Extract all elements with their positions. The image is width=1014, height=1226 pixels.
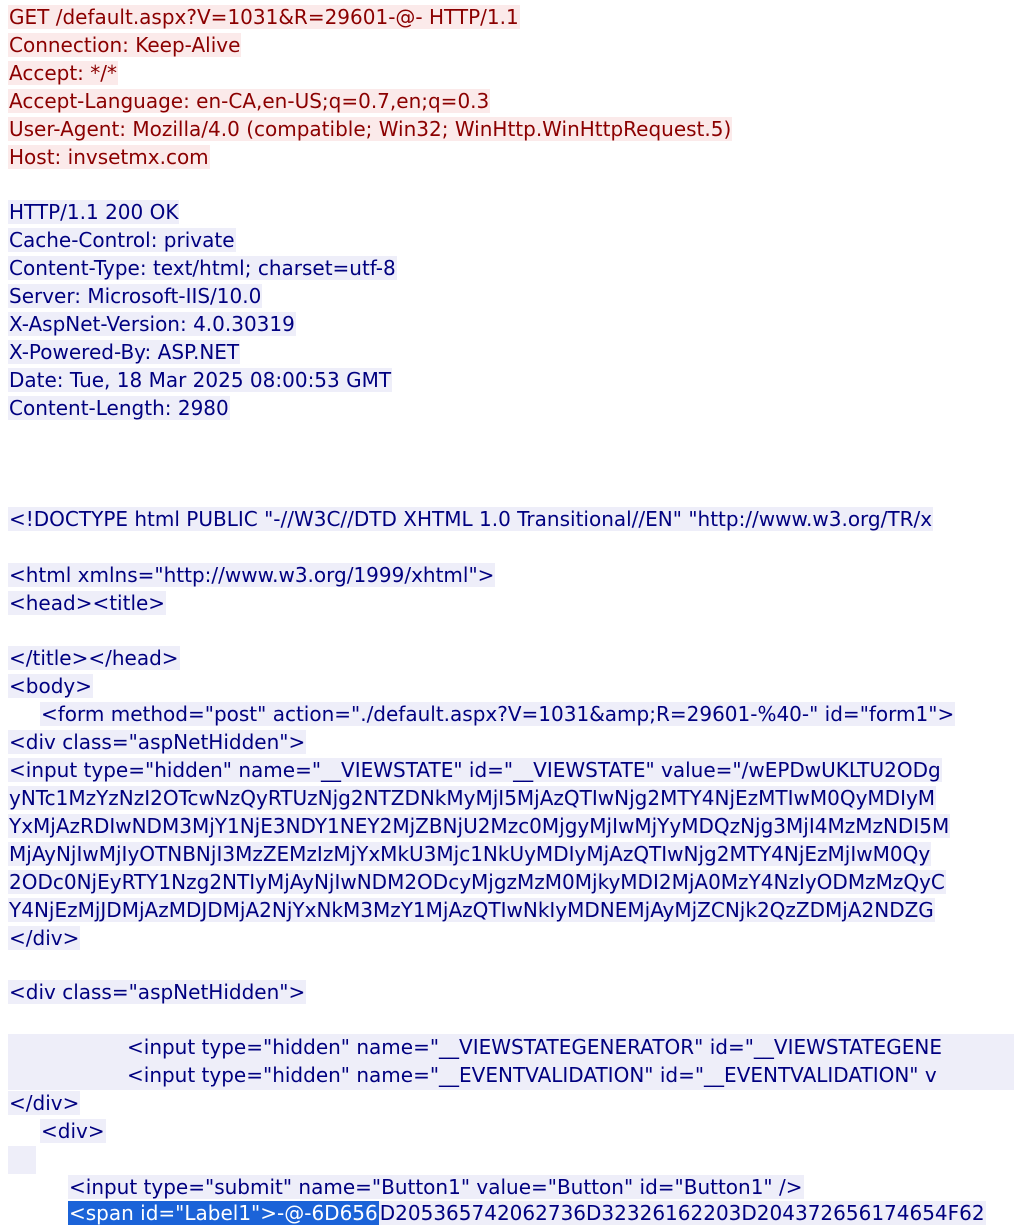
request-header (8, 88, 490, 114)
response-header (8, 311, 296, 337)
request-line (8, 4, 520, 30)
body-line-text: YxMjAzRDIwNDM3MjY1NjE3NDY1NEY2MjZBNjU2Mzc0MjgyMjIwMjYyMDQzNjg3MjI4MzMzNDI5M (9, 814, 950, 838)
body-viewstate-data-line (8, 897, 935, 923)
body-eventvalidation-line (126, 1062, 938, 1088)
request-header (8, 116, 732, 142)
body-div-line (8, 729, 306, 755)
request-header (8, 144, 210, 170)
response-header (8, 395, 230, 421)
body-line-text: <form method="post" action="./default.aspx?V=1031&amp;R=29601-%40-" id="form1"> (41, 702, 955, 726)
body-form-line (40, 701, 955, 727)
request-header-text: Host: invsetmx.com (9, 145, 209, 169)
body-line-text: D205365742062736D3232616220​3D204372656174654F62 (379, 1201, 985, 1225)
body-html-line (8, 562, 495, 588)
response-header-text: Content-Type: text/html; charset=utf-8 (9, 256, 396, 280)
request-header-text: Connection: Keep-Alive (9, 33, 241, 57)
body-div-close-line (8, 1090, 80, 1116)
selected-text[interactable]: <span id="Label1">-@-6D656 (69, 1201, 378, 1225)
body-line-text: <div class="aspNetHidden"> (9, 980, 306, 1004)
body-viewstate-data-line (8, 785, 936, 811)
body-span-line[interactable] (68, 1200, 986, 1226)
body-div-line (40, 1118, 106, 1144)
body-line-text: MjAyNjIwMjIyOTNBNjI3MzZEMzIzMjYxMkU3Mjc1NkUyMDIyMjAzQTIwNjg2MTY4NjEzMjIwM0Qy (9, 842, 931, 866)
body-line-text: <div> (41, 1119, 105, 1143)
whitespace-highlight (8, 1146, 36, 1174)
response-status-line (8, 199, 179, 225)
response-header-text: Server: Microsoft-IIS/10.0 (9, 284, 262, 308)
body-line-text: <html xmlns="http://www.w3.org/1999/xhtml"> (9, 563, 495, 587)
response-header-text: Date: Tue, 18 Mar 2025 08:00:53 GMT (9, 368, 392, 392)
body-title-close-line (8, 645, 180, 671)
body-viewstate-data-line (8, 869, 946, 895)
body-line-text: <body> (9, 674, 92, 698)
body-line-text: yNTc1MzYzNzI2OTcwNzQyRTUzNjg2NTZDNkMyMjI5MjAzQTIwNjg2MTY4NjEzMTIwM0QyMDIyM (9, 786, 936, 810)
body-line-text: Y4NjEzMjJDMjAzMDJDMjA2NjYxNkM3MzY1MjAzQTIwNkIyMDNEMjAyMjZCNjk2QzZDMjA2NDZG (9, 898, 934, 922)
body-line-text: <input type="hidden" name="__EVENTVALIDATION" id="__EVENTVALIDATION" v (127, 1063, 937, 1087)
response-header (8, 227, 236, 253)
body-line-text: <input type="submit" name="Button1" value="Button" id="Button1" /> (69, 1175, 803, 1199)
request-header (8, 32, 241, 58)
body-viewstate-data-line (8, 813, 950, 839)
request-header-text: Accept: */* (9, 61, 117, 85)
body-line-text: </div> (9, 926, 80, 950)
body-head-line (8, 590, 166, 616)
body-viewstategen-line (126, 1034, 943, 1060)
body-line-text: </title></head> (9, 646, 179, 670)
response-header (8, 367, 392, 393)
body-line-text: <head><title> (9, 591, 166, 615)
response-header-text: X-Powered-By: ASP.NET (9, 340, 240, 364)
body-doctype-line (8, 506, 933, 532)
response-header-text: Content-Length: 2980 (9, 396, 229, 420)
body-div-line (8, 979, 306, 1005)
body-line-text: 2ODc0NjEyRTY1Nzg2NTIyMjAyNjIwNDM2ODcyMjgzMzM0MjkyMDI2MjA0MzY4NzIyODMzMzQyC (9, 870, 945, 894)
body-viewstate-line (8, 757, 942, 783)
request-header (8, 60, 118, 86)
body-tag-line (8, 673, 93, 699)
request-line-text: GET /default.aspx?V=1031&R=29601-@- HTTP/1.1 (9, 5, 519, 29)
request-header-text: Accept-Language: en-CA,en-US;q=0.7,en;q=0.3 (9, 89, 490, 113)
body-line-text: <input type="hidden" name="__VIEWSTATEGENERATOR" id="__VIEWSTATEGENE (127, 1035, 942, 1059)
response-header (8, 255, 397, 281)
request-header-text: User-Agent: Mozilla/4.0 (compatible; Win32; WinHttp.WinHttpRequest.5) (9, 117, 732, 141)
body-line-text: </div> (9, 1091, 80, 1115)
response-line-text: HTTP/1.1 200 OK (9, 200, 179, 224)
response-header-text: X-AspNet-Version: 4.0.30319 (9, 312, 295, 336)
response-header (8, 283, 262, 309)
body-submit-line (68, 1174, 804, 1200)
body-line-text: <input type="hidden" name="__VIEWSTATE" id="__VIEWSTATE" value="/wEPDwUKLTU2ODg (9, 758, 941, 782)
body-viewstate-data-line (8, 841, 931, 867)
response-header (8, 339, 240, 365)
body-line-text: <!DOCTYPE html PUBLIC "-//W3C//DTD XHTML 1.0 Transitional//EN" "http://www.w3.org/TR/x (9, 507, 933, 531)
body-line-text: <div class="aspNetHidden"> (9, 730, 306, 754)
body-div-close-line (8, 925, 80, 951)
response-header-text: Cache-Control: private (9, 228, 235, 252)
